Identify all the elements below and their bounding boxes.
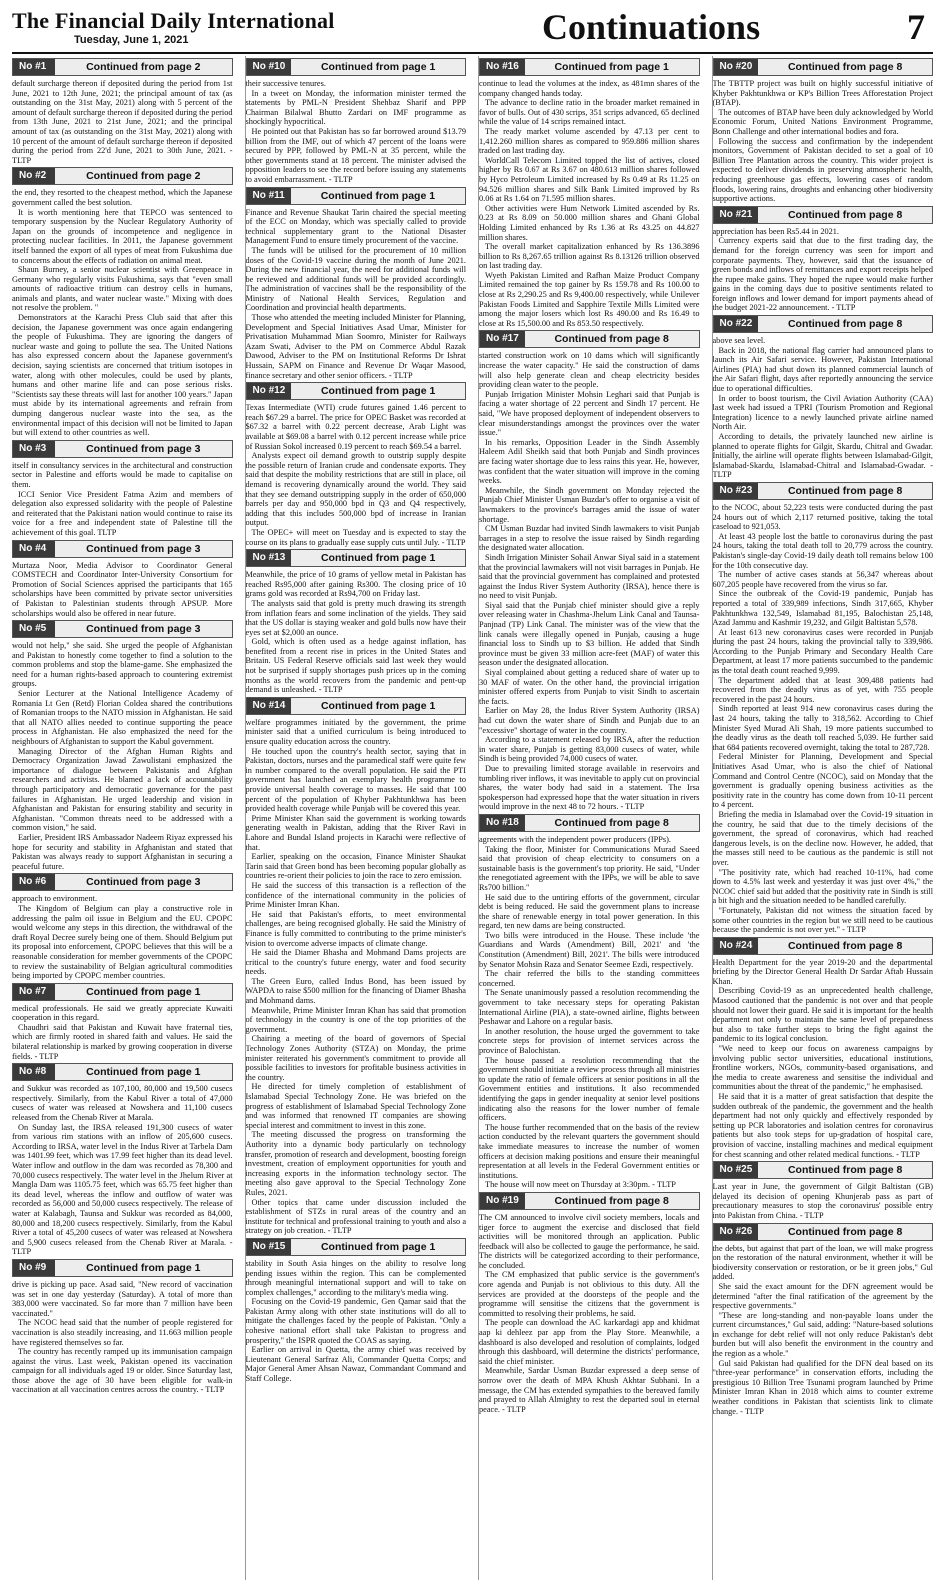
story-header [713,482,934,500]
continuation-story [12,167,233,437]
story-header [479,330,700,348]
story-paragraph: Prime Minister Khan said the government is working towards generating wealth in Pakistan, adding that the River Ravi in Lahore and Bundal Island projects in Karachi were reflective of that. [245,813,466,852]
story-body [713,336,934,480]
story-number: No #20 [714,59,759,75]
story-header [713,315,934,333]
story-number: No #17 [480,331,525,347]
continued-from-label: Continued from page 1 [86,1261,201,1274]
story-paragraph: WorldCall Telecom Limited topped the list of actives, closed higher by Rs 0.67 at Rs 3.67 on 480.613 million shares followed by Hyco Petroleum Limited increased by Rs 0.49 at Rs 11.25 on 94.526 million shares and Silk Bank Limited improved by Rs 0.06 at Rs 1.64 on 71.595 million shares. [479,155,700,204]
story-paragraph: their successive tenures. [245,79,326,88]
continuation-story [713,58,934,204]
column-1 [12,56,233,1580]
story-paragraph: The department added that at least 309,488 patients had recovered from the deadly virus as of yet, with 755 people recovered in the past 24 hours. [712,675,933,704]
story-paragraph: Describing Covid-19 as an unprecedented health challenge, Masood cautioned that the pandemic is not over and that people should not lower their guard. He said it is important for the health department not only to maintain the same level of preparedness but also to take further steps to bring the fight against the pandemic to its logical conclusion. [712,986,933,1044]
story-paragraph: agreements with the independent power producers (IPPs). [479,834,671,844]
story-paragraph: Siyal said that the Punjab chief minister should give a reply over releasing water in Chashma-Jhelum Link Canal and Taunsa-Panjnad (TP) Link Canal. The minister was of the view that the link canals were illegally opened in Punjab, causing a huge financial loss to Sindh up to $3 billion. He added that Sindh province must be given 33 million acre-feet (MAF) of water this season under the designated allocation. [479,600,700,668]
story-paragraph: the end, they resorted to the cheapest method, which the Japanese government called the best solution. [12,188,233,207]
story-paragraph: ICCI Senior Vice President Fatma Azim and members of delegation also expressed solidarity with the people of Palestine and reiterated that the Pakistani nation would continue to raise its voice for a free and independent state of Palestine till the achievement of this goal. TLTP [12,489,233,537]
story-header [479,1192,700,1210]
continued-from-label: Continued from page 1 [320,552,436,565]
story-paragraph: welfare programmes initiated by the government, the prime minister said that a unified curriculum is being introduced to ensure quality education across the country. [245,717,466,747]
story-header [246,549,467,567]
continued-from-label: Continued from page 8 [787,61,903,73]
story-paragraph: medical professionals. He said we greatly appreciate Kuwaiti cooperation in this regard. [12,1003,233,1023]
continued-from-label: Continued from page 1 [320,1240,436,1253]
story-paragraph: She said the exact amount for the DFN agreement would be determined "after the final ratification of the agreement by the respective governments." [712,1281,933,1311]
story-paragraph: Demonstrators at the Karachi Press Club said that after this decision, the Japanese government was once again endangering the people of Fukushima. They are ignoring the dangers of nuclear waste and going to pollute the sea. The United Nations has also expressed concern about the Japanese government's decision, saying scientists are concerned that tritium isotopes in water, along with other molecules, could be used by plants, humans and other marine life and can pose serious risks. "Scientists say these threats will last for another 100 years." Japan must abide by its international agreements and refrain from dumping dangerous nuclear waste into the sea, as the environmental impact of this decision will not be limited to Japan but will extend to other countries as well. [12,313,233,438]
story-body [479,1213,700,1414]
story-number: No #13 [247,550,292,566]
continued-from-label: Continued from page 8 [787,318,903,331]
story-paragraph: The Senate unanimously passed a resolution recommending the government to take necessary steps for operating Pakistan International Airline (PIA), a state-owned airline, flights between Peshawar and Lahore on a regular basis. [479,988,700,1027]
story-paragraph: Earlier on arrival in Quetta, the army chief was received by Lieutenant General Sarfraz Ali, Commander Quetta Corps; and Major General Amer Ahsan Nawaz, Commandant Command and Staff College. [245,1345,466,1384]
story-header [12,1259,233,1277]
story-paragraph: The NCOC head said that the number of people registered for vaccination is also steadily increasing, and 11.663 million people have registered themselves so far. [12,1318,233,1347]
continuation-story [246,58,467,185]
continuation-story [12,540,233,619]
story-paragraph: Health Department for the year 2019-20 and the departmental briefing by the Director General Health Dr Sardar Aftab Hussain Khan. [712,957,933,986]
story-paragraph: Murtaza Noor, Media Advisor to Coordinator General COMSTECH and Coordinator Inter-University Consortium for Promotion of Social Sciences apprised the participants that 165 scholarships have been committed by private sector universities of Pakistan to Palestinian students through APSUP. More scholarships would also be offered in near future. [12,560,233,618]
story-body [12,188,233,437]
story-paragraph: The meeting discussed the progress on transforming the Authority into a dynamic body particularly on technology transfer, promotion of research and development, boosting foreign investment, creation of employment opportunities for youth and increasing exports in the information technology sector. The meeting also gave approval to the Special Technology Zone Rules, 2021. [245,1130,466,1197]
story-body [713,958,934,1159]
story-number: No #25 [714,1162,759,1178]
continuation-story [713,315,934,480]
story-paragraph: Shaun Burney, a senior nuclear scientist with Greenpeace in Germany who regularly visits Fukushima, says that "even small amounts of radioactive tritium can destroy cells in humans, animals and plants, and water nuclear waste." Mixing with does not resolve the problem. " [12,265,233,313]
continuation-story [12,58,233,165]
story-paragraph: He said the Diamer Bhasha and Mohmand Dams projects are critical to the country's future energy, water and food security needs. [245,948,466,977]
continuation-story [12,983,233,1062]
story-paragraph: Taking the floor, Minister for Communications Murad Saeed said that provision of cheap electricity to consumers on a sustainable basis is the government's top priority. He said, "Under the renegotiated agreement with the IPPs, we will be able to save Rs700 billion." [479,844,700,892]
continued-from-label: Continued from page 8 [787,939,903,952]
continued-from-label: Continued from page 1 [86,1066,201,1079]
story-number: No #19 [480,1193,525,1209]
continued-from-label: Continued from page 3 [86,542,201,555]
story-paragraph: The Green Euro, called Indus Bond, has been issued by WAPDA to raise $500 million for the financing of Diamer Bhasha and Mohmand dams. [245,976,466,1006]
paper-name: The Financial Daily International [12,8,335,33]
story-paragraph: Sindh Irrigation Minister Sohail Anwar Siyal said in a statement that the provincial lawmakers will not visit barrages in Punjab. He said that the provincial government has complained and protested against the Indus River System Authority (IRSA), hence there is no need to visit Punjab. [479,552,700,601]
continued-from-label: Continued from page 1 [320,385,436,398]
continuation-story [246,697,467,1236]
story-paragraph: The advance to decline ratio in the broader market remained in favor of bulls. Out of 430 scrips, 351 scrips advanced, 65 declined while the value of 14 scrips remained intact. [479,98,700,127]
story-body [246,208,467,381]
column-3 [478,56,700,1580]
story-number: No #1 [13,59,55,75]
story-paragraph: The CM emphasized that public service is the government's core agenda and Punjab is not oblivious to this duty. All the services are provided at the doorsteps of the people and the programme will sensitise the citizens that the government is committed to resolving their problems, he said. [479,1270,700,1318]
story-body [713,79,934,204]
continued-from-label: Continued from page 8 [787,1164,903,1177]
story-paragraph: He said that Pakistan's efforts, to meet environmental challenges, are being recognised globally. He said the Ministry of Finance is fully committed to contributing to the prime minister's vision to overcome adverse impacts of climate change. [245,909,466,948]
story-body [246,1259,467,1384]
story-paragraph: Other topics that came under discussion included the establishment of STZs in rural areas of the country and an institute for technical and professional training to youth and also a strategy on job creation. - TLTP [245,1197,466,1236]
story-paragraph: Following the success and confirmation by the independent monitors, Government of Pakistan decided to set a goal of 10 Billion Tree Plantation across the country. This wider project is expected to deliver dividends in preserving atmospheric health, reducing greenhouse gas effects, lowering cases of random floods, lowering rains, droughts and enhancing other biodiversity supportive actions. [712,136,933,204]
story-paragraph: "These are long-standing and non-payable loans under the current circumstances," Gul said, adding: "Nature-based solutions in exchange for debt relief will not only reduce Pakistan's debt burden but will also benefit the environment in the country and the region as a whole." [712,1310,933,1359]
continued-from-label: Continued from page 3 [86,876,201,889]
story-body [246,570,467,695]
story-header [479,814,700,832]
continued-from-label: Continued from page 3 [86,442,201,455]
story-paragraph: Gold, which is often used as a hedge against inflation, has benefited from a recent rise in prices in the United States and Britain. US Federal Reserve officials said last week they would not be surprised if supply shortages push prices up in the coming months as the world recovers from the pandemic and pent-up demand is unleashed. - TLTP [245,637,466,695]
story-header [713,1223,934,1241]
story-header [479,58,700,76]
story-paragraph: At least 613 new coronavirus cases were recorded in Punjab during the past 24 hours, taking the provincial tally to 339,986. According to the Punjab Primary and Secondary Health Care Department, at least 17 more patients succumbed to the pandemic as the total death count reached 9,999. [712,627,933,676]
story-paragraph: Meanwhile, Sardar Usman Buzdar expressed a deep sense of sorrow over the death of MPA Khush Akhtar Subhani. In a message, the CM has extended sympathies to the bereaved family and prayed to Allah Almighty to rest the departed soul in eternal peace. - TLTP [479,1366,700,1414]
story-header [12,620,233,638]
continuation-story [713,1223,934,1417]
story-paragraph: The overall market capitalization enhanced by Rs 136.3896 billion to Rs 8,267.65 trillion against Rs 8.13126 trillion observed on last trading day. [479,242,700,271]
story-paragraph: He touched upon the country's health sector, saying that in Pakistan, doctors, nurses and the paramedical staff were quite few in number compared to the overall population. He said the PTI government has launched an exemplary health programme to provide universal health coverage to masses. He said that 100 percent of the population of Khyber Pakhtunkhwa has been provided health coverage while Punjab will be covered this year. [245,746,466,814]
story-paragraph: approach to environment. [12,894,98,904]
continued-from-label: Continued from page 2 [86,170,201,183]
story-number: No #26 [714,1224,759,1240]
continuation-story [246,187,467,381]
continued-from-label: Continued from page 1 [320,61,436,73]
story-header [246,382,467,400]
story-paragraph: Focusing on the Covid-19 pandemic, Gen Qamar said that the Pakistan Army along with other state institutions will do all to mitigate the challenges faced by the people of Pakistan. "Only a cohesive national effort shall take Pakistan to progress and prosperity," the ISPR quoted the COAS as saying. [245,1297,466,1345]
continued-from-label: Continued from page 8 [787,1225,903,1238]
story-header [12,1063,233,1081]
story-paragraph: On Sunday last, the IRSA released 191,300 cusecs of water from various rim stations with an inflow of 205,600 cusecs. According to IRSA, water level in the Indus River at Tarbela Dam was 1401.99 feet, which was 17.99 feet higher than its dead level. Water inflow and outflow in the dam was recorded as 78,300 and 70,000 cusecs respectively. The water level in the Jhelum River at Mangla Dam was 1105.75 feet, which was 65.75 feet higher than its dead level, whereas the inflow and outflow of water was recorded as 56,000 and 50,000 cusecs respectively. The release of water at Kalabagh, Taunsa and Sukkur was recorded as 84,000, 80,000 and 18,200 cusecs respectively. Similarly, from the Kabul River a total of 45,200 cusecs of water was released at Nowshera and 5,900 cusecs released from the Chenab River at Marala. - TLTP [12,1122,233,1257]
story-header [12,983,233,1001]
story-paragraph: started construction work on 10 dams which will significantly increase the water capacity." He said the construction of dams will also help generate clean and cheap electricity besides providing clean water to the people. [479,351,700,390]
story-body [246,718,467,1236]
column-2 [245,56,467,1580]
continued-from-label: Continued from page 8 [554,816,669,829]
continued-from-label: Continued from page 1 [86,985,201,998]
story-number: No #16 [480,59,525,75]
story-paragraph: Meanwhile, Prime Minister Imran Khan has said that promotion of technology in the country is one of the top priorities of the government. [245,1005,466,1034]
story-paragraph: He pointed out that Pakistan has so far borrowed around $13.79 billion from the IMF, out of which 47 percent of the loans were secured by PPP, followed by PML-N at 35 percent, while the other governments stand at 18 percent. The minister advised the opposition leaders to see the record before issuing any statements to avoid embarrassment. - TLTP [245,126,466,184]
story-paragraph: Since the outbreak of the Covid-19 pandemic, Punjab has reported a total of 339,989 infections, Sindh 317,665, Khyber Pakhtunkhwa 132,549, Islamabad 81,195, Balochistan 25,148, Azad Jammu and Kashmir 19,232, and Gilgit Baltistan 5,578. [712,589,933,628]
story-paragraph: The house further recommended that on the basis of the review action conducted by the relevant quarters the government should take immediate measures to increase the number of women officers at decision making positions and ensure their meaningful representation at all levels in the Federal Government entities or institutions. [479,1122,700,1180]
page-number: 7 [907,7,925,47]
story-paragraph: The Kingdom of Belgium can play a constructive role in addressing the palm oil issue in Belgium and the EU. CPOPC would welcome any steps in this direction, the withdrawal of the draft Royal Decree surely being one of them. Should Belgium put its proposal into enforcement, CPOPC believes that this will be a reasonable consideration for member governments of the CPOPC to review the sustainability of Belgian agricultural commodities being imported by CPOPC member countries. [12,903,233,981]
story-header [246,697,467,715]
continuation-story [12,1063,233,1257]
story-paragraph: CM Usman Buzdar had invited Sindh lawmakers to visit Punjab barrages in a step to resolve the issue raised by Sindh regarding the designated water allocation. [479,524,700,553]
story-header [12,440,233,458]
story-paragraph: appreciation has been Rs5.44 in 2021. [712,226,839,236]
continuation-story [12,620,233,871]
continuation-story [713,482,934,935]
story-number: No #5 [13,621,55,637]
story-header [12,873,233,891]
story-paragraph: stability in South Asia hinges on the ability to resolve long pending issues within the region. This can be complemented through meaningful international support and will to take on complex challenges," according to the military's media wing. [245,1258,466,1297]
story-paragraph: In his remarks, Opposition Leader in the Sindh Assembly Haleem Adil Sheikh said that both Punjab and Sindh provinces are facing water shortage due to less rains this year. He, however, was confident that the water situation will improve in the coming weeks. [479,437,700,486]
story-paragraph: The analysts said that gold is pretty much drawing its strength from inflation fears and some inclination of the yields. They said that the US dollar is staying weaker and gold bulls now have their eyes set at $2,000 an ounce. [245,598,466,637]
story-paragraph: would not help," she said. She urged the people of Afghanistan and Pakistan to honestly come together to find a solution to the common problems and stop the blame-game. She emphasized the need for a human rights-based approach to countering extremist groups. [12,641,233,689]
story-header [246,187,467,205]
story-body [713,1244,934,1417]
continued-from-label: Continued from page 8 [787,484,903,497]
story-paragraph: According to a statement released by IRSA, after the reduction in water share, Punjab is getting 83,000 cusecs of water, while Sindh is being provided 74,000 cusecs of water. [479,735,700,764]
story-paragraph: Earlier, speaking on the occasion, Finance Minister Shaukat Tarin said that Green bond has been becoming popular globally as countries re-orient their policies to join the race to zero emission. [245,852,466,881]
story-paragraph: Those who attended the meeting included Minister for Planning, Development and Special Initiatives Asad Umar, Minister for Privatisation Muhammad Mian Soomro, Minister for Railways Azam Swati, Adviser to the PM on Commerce Abdul Razak Dawood, Adviser to the PM on Institutional Reforms Dr Ishrat Hussain, SAPM on Finance and Revenue Dr Waqar Masood, finance secretary and other senior officers. - TLTP [245,313,466,380]
continuation-story [12,1259,233,1395]
publication-date: Tuesday, June 1, 2021 [74,34,189,46]
story-number: No #2 [13,168,55,184]
story-paragraph: The ready market volume ascended by 47.13 per cent to 1,412.260 million shares as compared to 959.886 million shares traded on last trading day. [479,126,700,156]
section-title: Continuations [542,7,761,47]
story-body [479,835,700,1190]
story-paragraph: Analysts expect oil demand growth to outstrip supply despite the possible return of Iranian crude and condensate exports. They said that despite the mobility restrictions that are still in place, oil demand is recovering dynamically around the world. They said that they see demand outstripping supply in the order of 650,000 barrels per day and 950,000 bpd in Q3 and Q4 respectively, adding that this includes 500,000 bpd of increase in Iranian output. [245,451,466,528]
continuation-story [246,1238,467,1384]
story-body [12,641,233,871]
continued-from-label: Continued from page 1 [554,61,669,73]
story-number: No #24 [714,938,759,954]
continuation-story [246,549,467,695]
story-paragraph: "The positivity rate, which had reached 10-11%, had come down to 4.5% last week and yesterday it was just over 4%," the NCOC chief said but added that the positivity rate in Sindh is still a bit high and the situation needed to be handled carefully. [712,867,933,906]
story-header [713,206,934,224]
story-paragraph: According to details, the privately launched new airline is planned to operate flights for Gilgit, Skardu, Chitral and Gwadar. Initially, the airline will operate flights between Islamabad-Gilgit, Islamabad-Skardu, Islamabad-Chitral and Islamabad-Gwadar. - TLTP [712,432,933,480]
story-number: No #4 [13,541,55,557]
story-paragraph: The house passed a resolution recommending that the government should initiate a review process through all ministries to update the ratio of female officers at senior positions in all the Government entities and institutions. It also recommended identifying the gaps in gender inequality at senior level positions indicating also the reasons for the lower number of female officers. [479,1055,700,1123]
story-number: No #3 [13,441,55,457]
story-paragraph: The OPEC+ will meet on Tuesday and is expected to stay the course on its plans to gradually ease supply cuts until July. - TLTP [245,527,466,547]
story-number: No #10 [247,59,292,75]
story-paragraph: "Fortunately, Pakistan did not witness the situation faced by some other countries in the region but we still need to be cautious because the pandemic is not over yet." - TLTP [712,905,933,935]
story-paragraph: Finance and Revenue Shaukat Tarin chaired the special meeting of the ECC on Monday, which was specially called to provide technical supplementary grant to the National Disaster Management Fund to ensure timely procurement of the vaccine. [245,207,466,246]
story-paragraph: In another resolution, the house urged the government to take concrete steps for provision of internet services across the province of Balochistan. [479,1026,700,1055]
story-body [479,351,700,812]
story-paragraph: Due to prevailing limited storage available in reservoirs and tumbling river inflows, it was inevitable to apply cut on provincial shares, the water body had said in a statement. The Irsa spokesperson had expressed hope that the water situation in rivers would improve in the next 48 to 72 hours. - TLTP [479,763,700,812]
story-paragraph: Federal Minister for Planning, Development and Special Initiatives Asad Umar, who is also the chief of National Command and Control Centre (NCOC), said on Monday that the government is gradually opening business activities as the positivity rate in the country has come down from 10-11 percent to 4 percent. [712,752,933,810]
story-number: No #18 [480,815,525,831]
continuation-story [713,937,934,1159]
story-body [12,561,233,619]
story-paragraph: It is worth mentioning here that TEPCO was sentenced to temporary suspension by the Nuclear Regulatory Authority of Japan on the grounds of incompetence and negligence in protecting nuclear facilities. In 2011, the Japanese government itself banned the export of all types of meat from Fukushima due to concerns about the effects of radiation on animal meat. [12,207,233,265]
story-body [479,79,700,328]
story-number: No #21 [714,207,759,223]
story-number: No #8 [13,1064,55,1080]
story-paragraph: Chairing a meeting of the board of governors of Special Technology Zones Authority (STZA) on Monday, the prime minister reiterated his government's commitment to provide all possible facilities to investors for profitable business activities in the country. [245,1034,466,1082]
story-body [246,79,467,185]
story-paragraph: Managing Director of the Afghan Human Rights and Democracy Organization Jawad Zawulistani emphasized the importance of dialogue between Pakistanis and Afghan researchers and activists. He blamed a lack of accountability through participatory and democratic governance for the past failures in Afghanistan. He urged leadership and vision in Afghanistan and Pakistan for ensuring stability and security in Afghanistan. "Common threats need to be addressed with a common vision," he said. [12,746,233,833]
continuation-story [12,873,233,980]
story-body [713,1182,934,1220]
story-body [12,79,233,165]
story-paragraph: Punjab Irrigation Minister Mohsin Leghari said that Punjab is facing a water shortage of 22 percent and Sindh 17 percent. He said, "We have proposed deployment of independent observers to clear misunderstandings amongst the provinces over the water issue." [479,389,700,438]
story-body [246,403,467,547]
story-header [12,58,233,76]
story-header [713,937,934,955]
continued-from-label: Continued from page 8 [554,1194,669,1207]
story-paragraph: At least 43 people lost the battle to coronavirus during the past 24 hours, taking the total death toll to 20,779 across the country. Pakistan's single-day Covid-19 daily death toll remains below 100 for the 10th consecutive day. [712,531,933,570]
story-header [713,58,934,76]
story-number: No #11 [247,188,291,204]
story-header [246,1238,467,1256]
story-body [12,461,233,538]
story-paragraph: He said the success of this transaction is a reflection of the confidence of the international community in the policies of Prime Minister Imran Khan. [245,880,466,910]
story-paragraph: Back in 2018, the national flag carrier had announced plans to launch its Air Safari service. However, Pakistan International Airlines (PIA) had shut down its planned commercial launch of the Air Safari flight, days after reportedly announcing the service due to operational difficulties. [712,345,933,394]
story-number: No #6 [13,874,55,890]
masthead [12,6,933,54]
story-number: No #14 [247,698,292,714]
story-paragraph: He said due to the untiring efforts of the government, circular debt is being reduced. He said the government plans to increase the share of renewable energy in total power generation. In this regard, ten new dams are being constructed. [479,892,700,931]
story-header [12,540,233,558]
story-header [246,58,467,76]
story-body [713,227,934,313]
story-paragraph: Chaudhri said that Pakistan and Kuwait have fraternal ties, which are firmly rooted in shared faith and values. He said the bilateral relationship is marked by growing cooperation in diverse fields. - TLTP [12,1022,233,1061]
story-body [713,503,934,935]
story-paragraph: The TBTTP project was built on highly successful initiative of Khyber Pakhtunkhwa or KP's Billion Trees Afforestation Project (BTAP). [712,79,933,108]
story-body [12,894,233,980]
continued-from-label: Continued from page 1 [320,699,436,712]
story-paragraph: "We need to keep our focus on awareness campaigns by involving public sector universities, educational institutions, frontline workers, NGOs, community-based organisations, and the media to create awareness and sensitise the individual and communities about the threat of the pandemic," he emphasised. [712,1044,933,1092]
story-paragraph: Earlier, President IRS Ambassador Nadeem Riyaz expressed his hope for security and stability in Afghanistan and stated that Pakistan was always ready to support Afghanistan in securing a peaceful future. [12,832,233,871]
column-4 [712,56,934,1580]
story-paragraph: Meanwhile, the Sindh government on Monday rejected the Punjab Chief Minister Usman Buzdar's offer to organise a visit of lawmakers to the province's barrages amid the issue of water shortage. [479,485,700,524]
story-paragraph: continue to lead the volumes at the index, as 481mn shares of the company changed hands today. [479,79,700,98]
continuation-story [246,382,467,547]
story-paragraph: Meanwhile, the price of 10 grams of yellow metal in Pakistan has reached Rs95,000 after gaining Rs300. The closing price of 10 grams gold was recorded at Rs94,700 on Friday last. [245,570,466,599]
story-paragraph: drive is picking up pace. Asad said, "New record of vaccination was set in one day yesterday (Saturday). A total of more than 383,000 were vaccinated. So far more than 7 million have been vaccinated." [12,1279,233,1318]
story-paragraph: Last year in June, the government of Gilgit Baltistan (GB) delayed its decision of opening Khunjerab pass as part of precautionary measures to stop the coronavirus' possible entry into Pakistan from China. - TLTP [712,1182,933,1220]
story-number: No #7 [13,984,55,1000]
story-paragraph: Sindh reported at least 914 new coronavirus cases during the last 24 hours, taking the tally to 318,562. According to Chief Minister Syed Murad Ali Shah, 19 more patients succumbed to the deadly virus as the death toll reached 5,039. He further said that 684 patients recovered overnight, taking the total to 287,728. [712,704,933,752]
story-paragraph: and Sukkur was recorded as 107,100, 80,000 and 19,500 cusecs respectively. Similarly, from the Kabul River a total of 47,000 cusecs of water was released at Nowshera and 11,100 cusecs released from the Chenab River at Marala. [12,1084,233,1123]
story-header [12,167,233,185]
continuation-story [12,440,233,538]
story-paragraph: Two bills were introduced in the House. These include 'the Guardians and Wards (Amendment) Bill, 2021' and 'the Constitution (Amendment) Bill, 2021'. The bills were introduced by Senator Mohsin Raza and Senator Seemee Ezdi, respectively. [479,930,700,969]
continued-from-label: Continued from page 2 [86,61,201,73]
story-paragraph: Senior Lecturer at the National Intelligence Academy of Romania Lt Gen (Retd) Florian Coldea shared the contributions of Romanian troops to the NATO mission in Afghanistan. He said that all NATO allies needed to continue supporting the peace process in Afghanistan. He also emphasized the need for the neighbours of Afghanistan to support the Kabul government. [12,689,233,747]
story-paragraph: Siyal complained about getting a reduced share of water up to 30 MAF of water. On the other hand, the provincial irrigation minister offered experts from Punjab to visit Sindh to ascertain the facts. [479,668,700,706]
continuation-story [479,58,700,328]
story-paragraph: Texas Intermediate (WTI) crude futures gained 1.46 percent to reach $67.29 a barrel. The price for OPEC Basket was recorded at $67.32 a barrel with 0.22 percent decrease, Arab Light was available at $69.08 a barrel with 0.12 percent increase while price of Russian Sokol increased 0.19 percent to reach $69.54 a barrel. [245,403,466,451]
continuation-story [713,1161,934,1220]
story-number: No #23 [714,483,759,499]
story-paragraph: above sea level. [712,336,766,346]
story-paragraph: The funds will be utilised for the procurement of 10 million doses of the Covid-19 vaccine during the month of June 2021. During the new financial year, the need for additional funds will be reviewed and additional funds will be provided accordingly. The administration of vaccines shall be the responsibility of the Ministry of National Health Services, Regulation and Coordination and provincial health departments. [245,245,466,313]
story-number: No #22 [714,316,759,332]
story-paragraph: the debts, but against that part of the loan, we will make progress on the restoration of the natural environment, whether it will be biodiversity conservation or restoration, or be it green jobs," Gul added. [712,1243,933,1282]
story-paragraph: Wyeth Pakistan Limited and Rafhan Maize Product Company Limited remained the top gainer by Rs 159.78 and Rs 100.00 to close at Rs 2,290.25 and Rs 9,400.00 respectively, while Unilever Pakistan Foods Limited and Sapphire Textile Mills Limited were among the major losers which lost Rs 490.00 and Rs 16.49 to close at Rs 15,500.00 and Rs 853.50 respectively. [479,270,700,328]
story-body [12,1004,233,1062]
article-columns [12,56,933,1580]
story-body [12,1084,233,1257]
story-paragraph: The outcomes of BTAP have been duly acknowledged by World Economic Forum, United Nations Environment Programme, Bonn Challenge and other international bodies and fora. [712,107,933,136]
continued-from-label: Continued from page 8 [787,208,903,221]
continued-from-label: Continued from page 1 [320,189,436,202]
continued-from-label: Continued from page 3 [86,623,201,636]
story-body [12,1280,233,1395]
story-paragraph: Earlier on May 28, the Indus River System Authority (IRSA) had cut down the water share of Sindh and Punjab due to an "excessive" shortage of water in the country. [479,706,700,735]
story-paragraph: itself in consultancy services in the architectural and construction sector in Palestine and efforts would be made to capitalise on them. [12,460,233,489]
continued-from-label: Continued from page 8 [554,333,669,346]
story-header [713,1161,934,1179]
continuation-story [479,330,700,812]
story-paragraph: Currency experts said that due to the first trading day, the demand for the foreign currency was seen for import and corporate payments. They, however, said that the issuance of green bonds and inflows of remittances and export receipts helped the rupee make gains. They hoped the rupee would make further gains in the coming days due to positive sentiments related to foreign inflows and lower demand for import payments ahead of the budget 2021-22 announcement. - TLTP [712,236,933,313]
story-paragraph: The number of active cases stands at 56,347 whereas about 607,205 people have recovered from the virus so far. [712,570,933,589]
continuation-story [479,814,700,1190]
story-paragraph: The people can download the AC karkardagi app and khidmat aap ki dehleez par app from the Play Store. Meanwhile, a dashboard is also developed and resolution of complaints, lodged through this dashboard, will determine the districts' performance, said the chief minister. [479,1318,700,1366]
continuation-story [713,206,934,313]
story-paragraph: The country has recently ramped up its immunisation campaign against the virus. Last week, Pakistan opened its vaccination campaign for all individuals aged 19 or older. Since Saturday last, those above the age of 30 have been eligible for walk-in vaccination at all vaccination centres across the country. - TLTP [12,1347,233,1395]
story-paragraph: In a tweet on Monday, the information minister termed the statements by PML-N President Shehbaz Sharif and PPP Chairman Bilalwal Bhutto Zardari on IMF programme as shockingly hypocritical. [245,88,466,127]
story-paragraph: Gul said Pakistan had qualified for the DFN deal based on its "three-year performance" in conservation efforts, including the prestigious 10 Billion Tree Tsunami program launched by Prime Minister Imran Khan in 2018 which aims to counter extreme weather conditions in Pakistan that scientists link to climate change. - TLTP [712,1358,933,1416]
story-paragraph: to the NCOC, about 52,223 tests were conducted during the past 24 hours out of which 2,117 returned positive, taking the total caseload to 921,053. [712,502,933,532]
story-paragraph: The chair referred the bills to the standing committees concerned. [479,969,700,988]
story-number: No #9 [13,1260,55,1276]
story-paragraph: default surcharge thereon if deposited during the period from 1st June, 2021 to 12th June, 2021; the principal amount of tax (as outstanding on the 31st May, 2021) along with 5 percent of the amount of default surcharge thereon if deposited during the period from 13th June, 2021 to 21st June, 2021; and the principal amount of tax (as outstanding on the 31st May, 2021) along with 10 percent of the amount of default surcharge thereon if deposited during the period from 22'd June, 2021 to 30th June, 2021. - TLTP [12,79,233,165]
story-number: No #12 [247,383,292,399]
story-paragraph: He said that it is a matter of great satisfaction that despite the sudden outbreak of the pandemic, the government and the health department had not only quickly and effectively responded by setting up PCR laboratories and isolation centres for coronavirus patients but also took steps for up-gradation of hospital care, provision of vaccine, installing machines and medical equipment for chest scanning and other related medical functions. - TLTP [712,1092,933,1159]
story-paragraph: The house will now meet on Thursday at 3:30pm. - TLTP [485,1180,676,1190]
continuation-story [479,1192,700,1414]
story-paragraph: Other activities were Hum Network Limited ascended by Rs. 0.23 at Rs 8.09 on 50.000 million shares and Ghani Global Holding Limited enhanced by Rs 1.36 at Rs 43.25 on 44.827 million shares. [479,203,700,242]
story-paragraph: He directed for timely completion of establishment of Islamabad Special Technology Zone. He was briefed on the progress of establishment of Islamabad Special Technology Zone and was informed that renowned IT companies are showing special interest and commitment to invest in this zone. [245,1082,466,1130]
story-paragraph: The CM announced to involve civil society members, locals and tiger force to augment the exercise and disclosed that field activities will be monitored through an application. Public feedback will also be collected to gauge the performance, he said. The districts will be categorized according to their performance, he concluded. [479,1212,700,1270]
story-number: No #15 [247,1239,292,1255]
story-paragraph: Briefing the media in Islamabad over the Covid-19 situation in the country, he said that due to the timely decisions of the government, the spread of coronavirus, which had reached dangerous levels, is on the decline now. However, he added, that the masses still need to be cautious as the pandemic is still not over. [712,809,933,867]
story-paragraph: In order to boost tourism, the Civil Aviation Authority (CAA) last week had issued a TPRI (Tourism Promotion and Regional Integration) licence to a newly launched private airline named North Air. [712,393,933,432]
